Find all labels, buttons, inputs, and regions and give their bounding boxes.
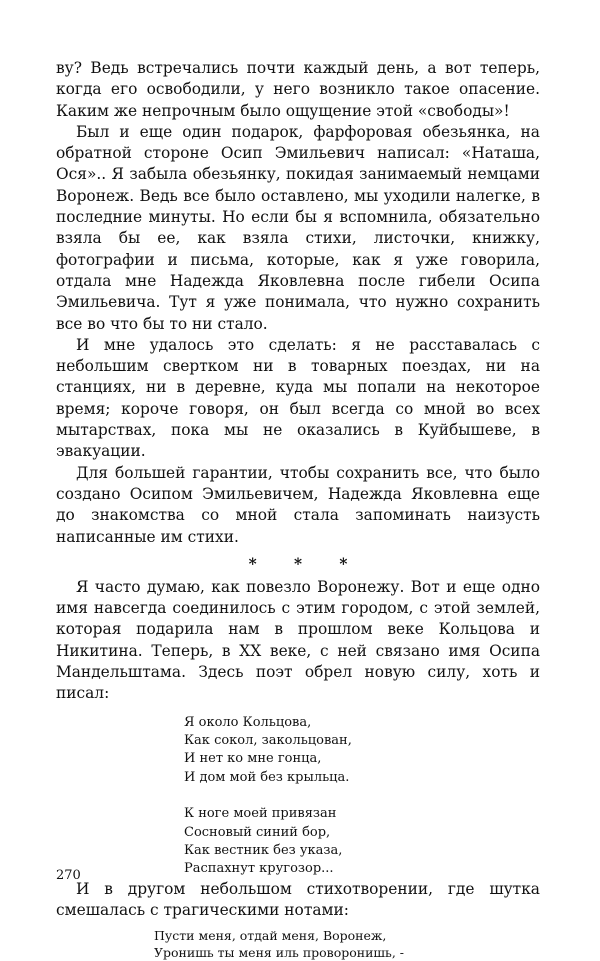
poem-line: И нет ко мне гонца, bbox=[184, 751, 322, 767]
paragraph-voronezh-lucky: Я часто думаю, как повезло Воронежу. Вот и еще одно имя навсегда соединилось с этим городом, с этой землей, которая подарила нам в прошлом веке Кольцова и Никитина. Теперь, в XX веке, с ней связано имя Осипа Мандельштама. Здесь поэт обрел новую силу, хоть и писал: bbox=[56, 577, 540, 703]
poem-line: И дом мой без крыльца. bbox=[184, 769, 350, 785]
paragraph-monkey-gift: Был и еще один подарок, фарфоровая обезьянка, на обратной стороне Осип Эмильевич написал: «Наташа, Ося».. Я забыла обезьянку, покидая занимаемый немцами Воронеж. Ведь все было оставлено, мы уходили налегке, в последние минуты. Но если бы я вспомнила, обязательно взяла бы ее, как взяла стихи, листочки, книжку, фотографии и письма, которые, как я уже говорила, отдала мне Надежда Яковлевна после гибели Осипа Эмильевича. Тут я уже понимала, что нужно сохранить все во что бы то ни стало. bbox=[56, 122, 540, 333]
poem-stanza-koltsov bbox=[184, 714, 540, 788]
poem-line: Сосновый синий бор, bbox=[184, 824, 331, 840]
page-body bbox=[56, 58, 540, 961]
paragraph-continuation: ву? Ведь встречались почти каждый день, а вот теперь, когда его освободили, у него возникло такое опасение. Каким же непрочным было ощущение этой «свободы»! bbox=[56, 59, 540, 120]
poem-line: Пусти меня, отдай меня, Воронеж, bbox=[154, 928, 387, 944]
poem-line: К ноге моей привязан bbox=[184, 806, 337, 822]
poem-line: Как вестник без указа, bbox=[184, 843, 343, 859]
page-number: 270 bbox=[56, 868, 81, 883]
poem-line: Я около Кольцова, bbox=[184, 714, 312, 730]
poem-stanza-voronezh bbox=[154, 927, 540, 961]
poem-line: Как сокол, закольцован, bbox=[184, 733, 352, 749]
paragraph-memorized-poems: Для большей гарантии, чтобы сохранить все, что было создано Осипом Эмильевичем, Надежда Яковлевна еще до знакомства со мной стала запоминать наизусть написанные им стихи. bbox=[56, 463, 540, 546]
poem-line: Уронишь ты меня иль проворонишь, - bbox=[154, 945, 405, 961]
poem-stanza-pine-forest bbox=[184, 805, 540, 879]
paragraph-kept-bundle: И мне удалось это сделать: я не расставалась с небольшим свертком ни в товарных поездах, ни на станциях, ни в деревне, куда мы попали на некоторое время; короче говоря, он был всегда со мной во всех мытарствах, пока мы не оказались в Куйбышеве, в эвакуации. bbox=[56, 335, 540, 461]
poem-line: Распахнут кругозор... bbox=[184, 861, 334, 877]
section-break: * * * bbox=[248, 554, 364, 573]
paragraph-another-poem: И в другом небольшом стихотворении, где шутка смешалась с трагическими нотами: bbox=[56, 879, 540, 920]
